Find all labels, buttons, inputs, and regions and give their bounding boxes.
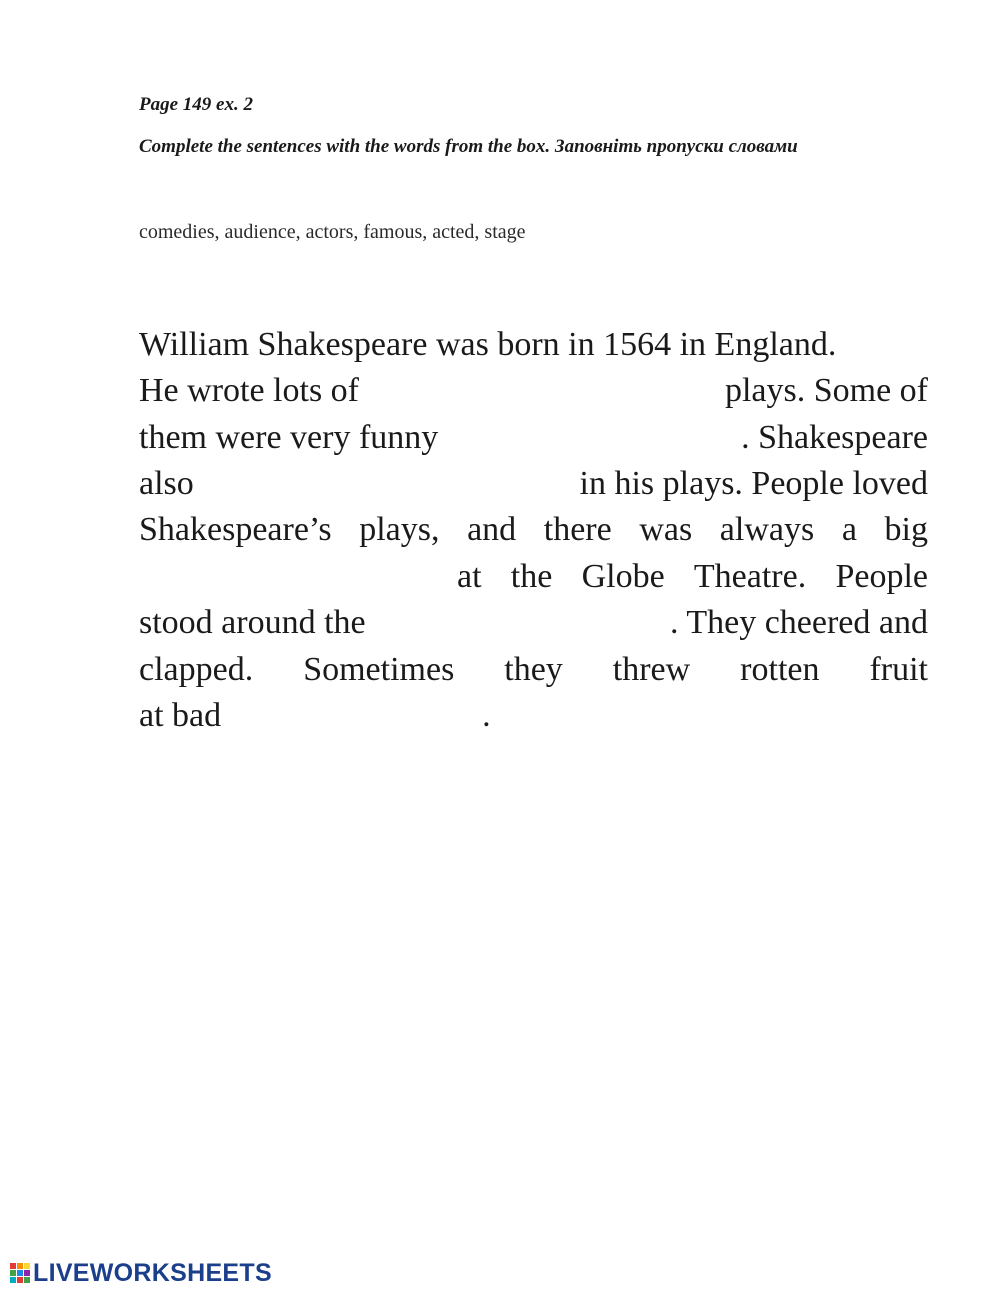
blank-input-2[interactable] (468, 415, 712, 455)
passage-word: big (884, 511, 928, 548)
passage-text: . They cheered and (669, 604, 928, 641)
page-reference: Page 149 ex. 2 (139, 94, 253, 115)
passage-word: People (835, 558, 928, 595)
blank-input-5[interactable] (396, 600, 640, 640)
passage-word: Shakespeare’s (139, 511, 332, 548)
passage-word: the (510, 558, 553, 595)
passage-text: them were very funny (139, 419, 439, 456)
passage-text: William Shakespeare was born in 1564 in England. (139, 326, 837, 363)
blank-input-4[interactable] (139, 558, 443, 598)
instruction-text: Complete the sentences with the words from the box. Заповніть пропуски словами (139, 136, 798, 157)
passage-text: stood around the (139, 604, 366, 641)
passage-line-4 (139, 461, 928, 507)
passage-line-5 (139, 507, 928, 553)
passage-line-9 (139, 693, 928, 739)
passage-word: at (457, 558, 482, 595)
blank-input-1[interactable] (390, 368, 694, 408)
passage-word: always (719, 511, 815, 548)
passage-text: also (139, 465, 194, 502)
passage-text: . (482, 697, 491, 734)
passage-word: Theatre. (693, 558, 807, 595)
passage-word: plays, (359, 511, 440, 548)
passage-word: Globe (581, 558, 665, 595)
passage-word: clapped. (139, 651, 254, 688)
liveworksheets-logo (10, 1258, 272, 1288)
blank-input-3[interactable] (225, 461, 549, 501)
passage-line-1 (139, 322, 928, 368)
passage-line-3 (139, 415, 928, 461)
passage-text: in his plays. People loved (579, 465, 928, 502)
passage-text: He wrote lots of (139, 372, 360, 409)
passage-word: and (467, 511, 517, 548)
passage-word: was (639, 511, 693, 548)
passage-text: . Shakespeare (741, 419, 928, 456)
passage-word: Sometimes (303, 651, 455, 688)
passage-line-2 (139, 368, 928, 414)
passage-word: they (504, 651, 563, 688)
passage-line-7 (139, 600, 928, 646)
passage-word: rotten (740, 651, 820, 688)
word-box: comedies, audience, actors, famous, acted, stage (139, 221, 526, 243)
passage-word: fruit (869, 651, 928, 688)
passage-word: there (543, 511, 612, 548)
brand-name: LIVEWORKSHEETS (33, 1258, 272, 1287)
passage-line-8 (139, 647, 928, 693)
passage-line-6 (139, 554, 928, 600)
passage-text: plays. Some of (724, 372, 928, 409)
passage-text: at bad (139, 697, 222, 734)
passage-word: a (841, 511, 857, 548)
liveworksheets-logo-icon (10, 1263, 30, 1283)
blank-input-6[interactable] (230, 698, 474, 738)
passage-word: threw (612, 651, 691, 688)
